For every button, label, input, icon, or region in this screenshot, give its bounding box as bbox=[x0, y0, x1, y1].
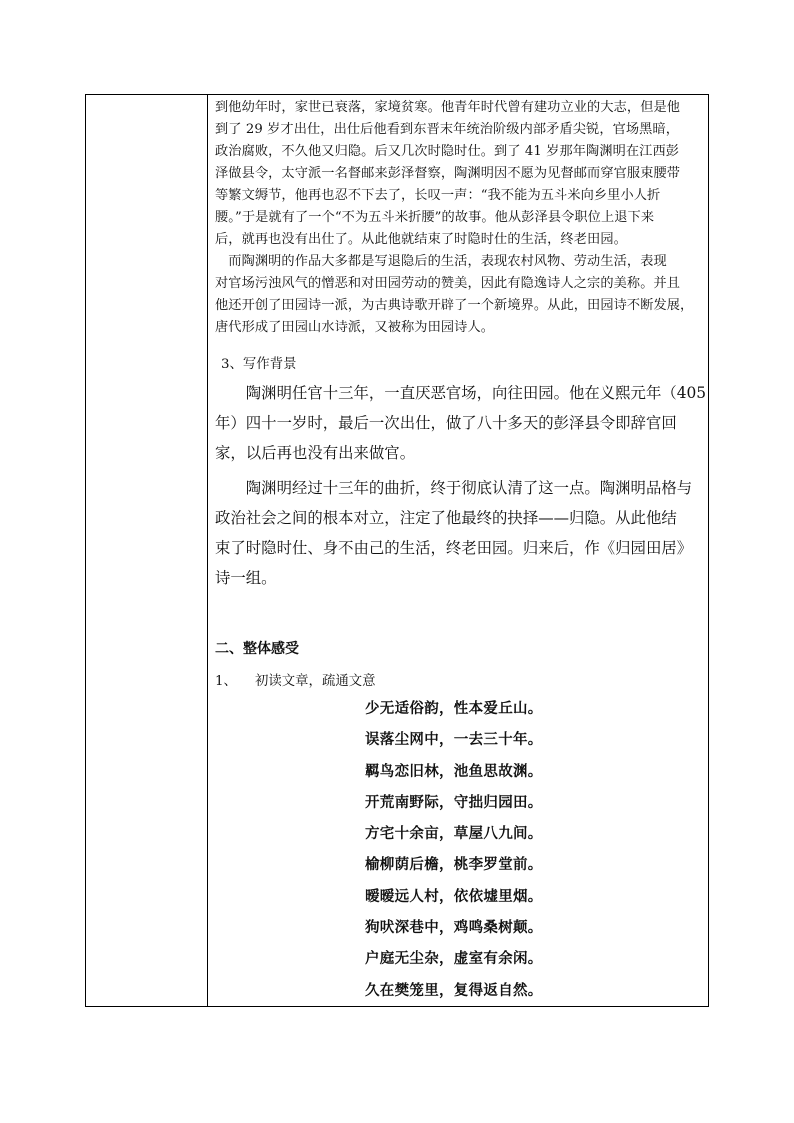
works-line: 而陶渊明的作品大多都是写退隐后的生活，表现农村风物、劳动生活，表现 bbox=[215, 254, 667, 269]
poem-block bbox=[365, 697, 543, 1010]
works-line: 对官场污浊风气的憎恶和对田园劳动的赞美，因此有隐逸诗人之宗的美称。并且 bbox=[215, 276, 681, 291]
poem-line: 榆柳荫后檐，桃李罗堂前。 bbox=[365, 856, 543, 874]
poem-line: 狗吠深巷中，鸡鸣桑树颠。 bbox=[365, 919, 543, 937]
item-text: 初读文章，疏通文意 bbox=[255, 674, 376, 689]
poem-line: 开荒南野际，守拙归园田。 bbox=[365, 793, 543, 811]
bio-line: 等繁文缛节，他再也忍不下去了，长叹一声：“我不能为五斗米向乡里小人折 bbox=[215, 188, 661, 203]
poem-line: 暧暧远人村，依依墟里烟。 bbox=[365, 887, 543, 905]
poem-line: 羁鸟恋旧林，池鱼思故渊。 bbox=[365, 762, 543, 780]
poem-line: 方宅十余亩，草屋八九间。 bbox=[365, 825, 543, 843]
left-column-cell bbox=[86, 95, 208, 1006]
background-line: 政治社会之间的根本对立，注定了他最终的抉择——归隐。从此他结 bbox=[215, 509, 677, 527]
item-number: 1、 bbox=[215, 674, 237, 689]
works-line: 唐代形成了田园山水诗派，又被称为田园诗人。 bbox=[215, 320, 495, 335]
poem-line: 少无适俗韵，性本爱丘山。 bbox=[365, 700, 543, 717]
bio-line: 腰。”于是就有了一个“不为五斗米折腰”的故事。他从彭泽县令职位上退下来 bbox=[215, 210, 655, 225]
bio-line: 后，就再也没有出仕了。从此他就结束了时隐时仕的生活，终老田园。 bbox=[215, 232, 627, 247]
bio-line: 到他幼年时，家世已衰落，家境贫寒。他青年时代曾有建功立业的大志，但是他 bbox=[215, 100, 681, 115]
poem-line: 误落尘网中，一去三十年。 bbox=[365, 731, 543, 749]
background-line: 年）四十一岁时，最后一次出仕，做了八十多天的彭泽县令即辞官回 bbox=[215, 414, 677, 432]
bio-line: 到了 29 岁才出仕，出仕后他看到东晋末年统治阶级内部矛盾尖锐，官场黑暗， bbox=[215, 122, 680, 137]
background-line: 陶渊明任官十三年，一直厌恶官场，向往田园。他在义熙元年（405 bbox=[215, 384, 707, 402]
bio-line: 政治腐败，不久他又归隐。后又几次时隐时仕。到了 41 岁那年陶渊明在江西彭 bbox=[215, 144, 680, 159]
background-line: 诗一组。 bbox=[215, 569, 277, 587]
background-line: 家，以后再也没有出来做官。 bbox=[215, 444, 416, 462]
background-line: 束了时隐时仕、身不由己的生活，终老田园。归来后，作《归园田居》 bbox=[215, 539, 693, 557]
section-heading: 二、整体感受 bbox=[215, 641, 299, 657]
poem-line: 户庭无尘杂，虚室有余闲。 bbox=[365, 950, 543, 968]
lesson-table bbox=[85, 94, 709, 1007]
poem-line: 久在樊笼里，复得返自然。 bbox=[365, 981, 543, 999]
background-heading: 3、写作背景 bbox=[221, 357, 297, 372]
background-line: 陶渊明经过十三年的曲折，终于彻底认清了这一点。陶渊明品格与 bbox=[215, 479, 693, 497]
bio-line: 泽做县令，太守派一名督邮来彭泽督察，陶渊明因不愿为见督邮而穿官服束腰带 bbox=[215, 166, 681, 181]
works-line: 他还开创了田园诗一派，为古典诗歌开辟了一个新境界。从此，田园诗不断发展， bbox=[215, 298, 694, 313]
